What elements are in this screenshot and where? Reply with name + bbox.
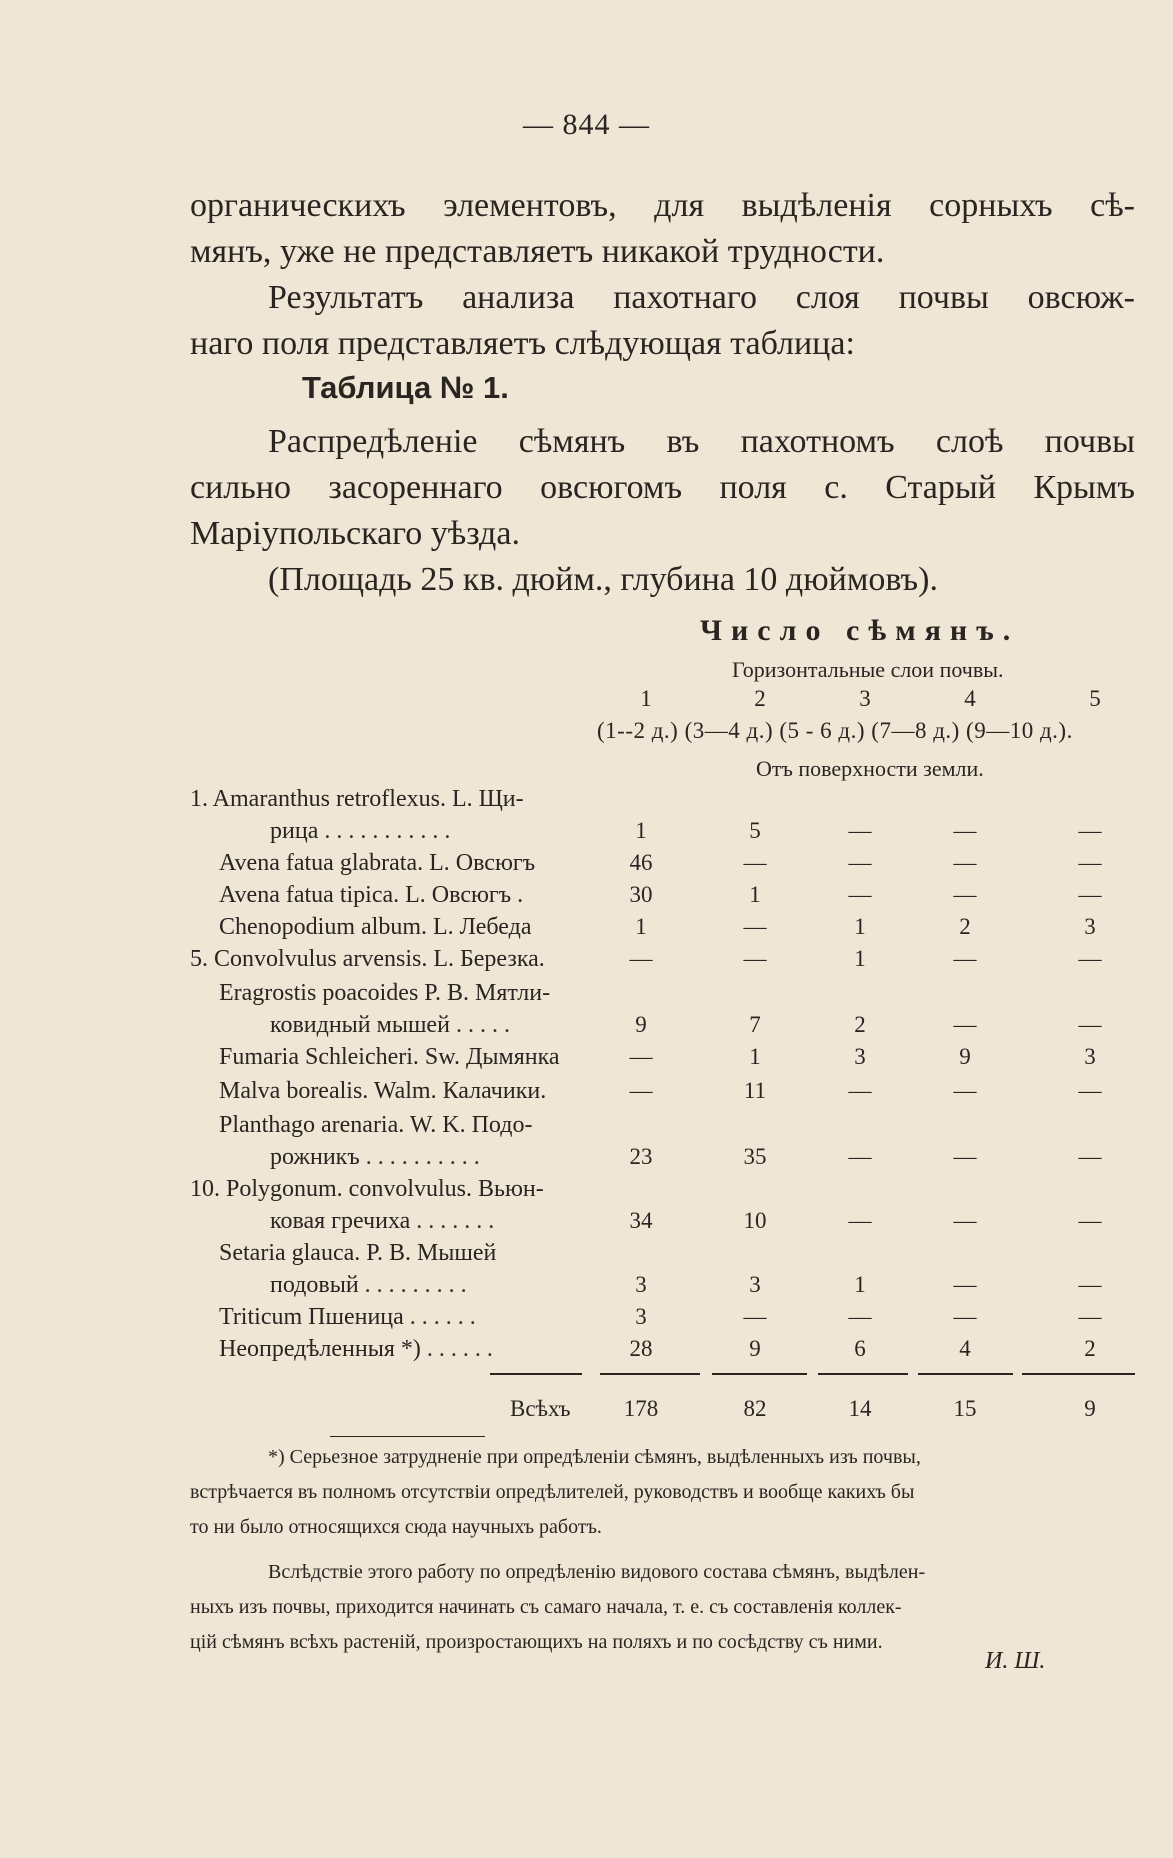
cell: 5 xyxy=(749,818,761,843)
col-number-1: 1 xyxy=(640,686,652,711)
cell: — xyxy=(743,946,767,971)
total-rule xyxy=(918,1373,1013,1375)
page-number: — 844 — xyxy=(523,108,650,141)
cell: 6 xyxy=(854,1336,866,1361)
col-number-3: 3 xyxy=(859,686,871,711)
footnote-line-6: цій сѣмянъ всѣхъ растеній, произростающихъ на поляхъ и по сосѣдству съ ними. xyxy=(190,1631,883,1653)
cell: — xyxy=(953,1078,977,1103)
cell: 1 xyxy=(854,946,866,971)
cell: — xyxy=(848,1078,872,1103)
cell: — xyxy=(1078,882,1102,907)
table-header-from: Отъ поверхности земли. xyxy=(756,756,984,781)
cell: 1 xyxy=(854,914,866,939)
total-cell: 82 xyxy=(743,1396,767,1421)
cell: 9 xyxy=(749,1336,761,1361)
cell: 7 xyxy=(749,1012,761,1037)
row-13-name: Неопредѣленныя *) . . . . . . xyxy=(219,1336,493,1362)
cell: 3 xyxy=(635,1304,647,1329)
cell: — xyxy=(1078,1078,1102,1103)
cell: — xyxy=(1078,1208,1102,1233)
cell: — xyxy=(1078,1272,1102,1297)
footnote-line-4: Вслѣдствіе этого работу по опредѣленію видового состава сѣмянъ, выдѣлен- xyxy=(268,1561,926,1583)
cell: 46 xyxy=(629,850,653,875)
cell: — xyxy=(848,882,872,907)
cell: 10 xyxy=(743,1208,767,1233)
cell: — xyxy=(1078,1012,1102,1037)
cell: — xyxy=(953,818,977,843)
cell: 34 xyxy=(629,1208,653,1233)
row-9-name: Planthago arenaria. W. K. Подо- xyxy=(219,1112,533,1138)
cell: 1 xyxy=(635,914,647,939)
body-line-3: Результатъ анализа пахотнаго слоя почвы овсюж- xyxy=(268,279,1135,316)
cell: — xyxy=(629,946,653,971)
row-8-name: Malva borealis. Walm. Калачики. xyxy=(219,1078,547,1104)
total-rule xyxy=(1022,1373,1135,1375)
col-number-4: 4 xyxy=(964,686,976,711)
row-2-name: Avena fatua glabrata. L. Овсюгъ xyxy=(219,850,536,876)
cell: 3 xyxy=(1084,914,1096,939)
total-rule xyxy=(712,1373,807,1375)
cell: 3 xyxy=(1084,1044,1096,1069)
cell: — xyxy=(953,882,977,907)
cell: 3 xyxy=(635,1272,647,1297)
cell: — xyxy=(1078,946,1102,971)
cell: 4 xyxy=(959,1336,971,1361)
total-cell: 9 xyxy=(1084,1396,1096,1421)
signature: И. Ш. xyxy=(985,1648,1046,1674)
cell: 11 xyxy=(743,1078,767,1103)
table-title: Таблица № 1. xyxy=(302,370,509,405)
total-cell: 178 xyxy=(623,1396,659,1421)
cell: — xyxy=(848,818,872,843)
footnote-line-1: *) Серьезное затрудненіе при опредѣленіи сѣмянъ, выдѣленныхъ изъ почвы, xyxy=(268,1446,921,1468)
cell: — xyxy=(848,1144,872,1169)
cell: — xyxy=(848,850,872,875)
cell: — xyxy=(953,1304,977,1329)
cell: 1 xyxy=(749,882,761,907)
row-3-name: Avena fatua tipica. L. Овсюгъ . xyxy=(219,882,524,908)
cell: 23 xyxy=(629,1144,653,1169)
cell: 2 xyxy=(854,1012,866,1037)
cell: 2 xyxy=(1084,1336,1096,1361)
cell: — xyxy=(743,1304,767,1329)
caption-line-3: Маріупольскаго уѣзда. xyxy=(190,515,520,552)
footnote-line-3: то ни было относящихся сюда научныхъ работъ. xyxy=(190,1516,602,1538)
row-10-cont: ковая гречиха . . . . . . . xyxy=(270,1208,495,1234)
cell: 3 xyxy=(854,1044,866,1069)
caption-line-4: (Площадь 25 кв. дюйм., глубина 10 дюймовъ). xyxy=(268,561,938,598)
row-10-name: 10. Polygonum. convolvulus. Вьюн- xyxy=(190,1176,544,1202)
row-6-cont: ковидный мышей . . . . . xyxy=(270,1012,510,1038)
total-rule xyxy=(600,1373,700,1375)
total-rule xyxy=(818,1373,908,1375)
row-4-name: Chenopodium album. L. Лебеда xyxy=(219,914,532,940)
cell: 1 xyxy=(854,1272,866,1297)
total-cell: 14 xyxy=(848,1396,872,1421)
cell: 1 xyxy=(749,1044,761,1069)
cell: — xyxy=(743,850,767,875)
footnote-rule xyxy=(330,1436,485,1437)
cell: 9 xyxy=(635,1012,647,1037)
cell: 3 xyxy=(749,1272,761,1297)
row-7-name: Fumaria Schleicheri. Sw. Дымянка xyxy=(219,1044,560,1070)
cell: — xyxy=(1078,818,1102,843)
caption-line-1: Распредѣленіе сѣмянъ въ пахотномъ слоѣ почвы xyxy=(268,423,1135,460)
cell: 30 xyxy=(629,882,653,907)
total-cell: 15 xyxy=(953,1396,977,1421)
cell: 35 xyxy=(743,1144,767,1169)
row-11-name: Setaria glauca. P. B. Мышей xyxy=(219,1240,497,1266)
total-label: Всѣхъ xyxy=(510,1396,571,1421)
footnote-line-2: встрѣчается въ полномъ отсутствіи опредѣлителей, руководствъ и вообще какихъ бы xyxy=(190,1481,915,1503)
cell: — xyxy=(1078,1144,1102,1169)
footnote-line-5: ныхъ изъ почвы, приходится начинать съ самаго начала, т. е. съ составленія коллек- xyxy=(190,1596,902,1618)
cell: 9 xyxy=(959,1044,971,1069)
cell: 28 xyxy=(629,1336,653,1361)
caption-line-2: сильно засореннаго овсюгомъ поля с. Старый Крымъ xyxy=(190,469,1135,506)
cell: — xyxy=(953,1012,977,1037)
cell: — xyxy=(953,1208,977,1233)
total-rule xyxy=(490,1373,582,1375)
cell: — xyxy=(629,1044,653,1069)
table-header-main: Число сѣмянъ. xyxy=(700,614,1020,647)
row-11-cont: подовый . . . . . . . . . xyxy=(270,1272,467,1298)
body-line-4: наго поля представляетъ слѣдующая таблица: xyxy=(190,325,855,362)
body-line-1: органическихъ элементовъ, для выдѣленія сорныхъ сѣ- xyxy=(190,187,1135,224)
cell: 2 xyxy=(959,914,971,939)
row-6-name: Eragrostis poacoides P. B. Мятли- xyxy=(219,980,551,1006)
cell: — xyxy=(743,914,767,939)
cell: — xyxy=(1078,1304,1102,1329)
cell: — xyxy=(1078,850,1102,875)
row-12-name: Triticum Пшеница . . . . . . xyxy=(219,1304,476,1330)
col-number-2: 2 xyxy=(754,686,766,711)
cell: — xyxy=(953,850,977,875)
cell: 1 xyxy=(635,818,647,843)
col-ranges: (1--2 д.) (3—4 д.) (5 - 6 д.) (7—8 д.) (9—10 д.). xyxy=(597,718,1073,743)
cell: — xyxy=(848,1208,872,1233)
row-1-cont: рица . . . . . . . . . . . xyxy=(270,818,451,844)
cell: — xyxy=(953,946,977,971)
table-header-sub: Горизонтальные слои почвы. xyxy=(732,657,1004,682)
cell: — xyxy=(953,1272,977,1297)
row-1-name: 1. Amaranthus retroflexus. L. Щи- xyxy=(190,786,524,812)
body-line-2: мянъ, уже не представляетъ никакой трудности. xyxy=(190,233,885,270)
cell: — xyxy=(629,1078,653,1103)
row-5-name: 5. Convolvulus arvensis. L. Березка. xyxy=(190,946,545,972)
row-9-cont: рожникъ . . . . . . . . . . xyxy=(270,1144,480,1170)
col-number-5: 5 xyxy=(1089,686,1101,711)
cell: — xyxy=(848,1304,872,1329)
cell: — xyxy=(953,1144,977,1169)
